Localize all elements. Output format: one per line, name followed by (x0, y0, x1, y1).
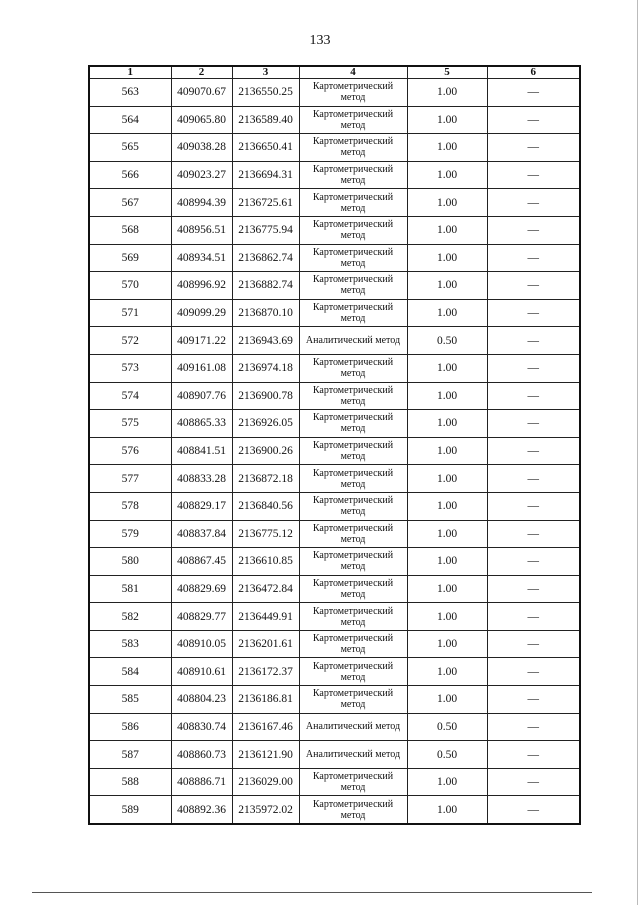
note-cell: — (487, 216, 580, 244)
method-cell: Аналитический метод (299, 741, 407, 769)
note-cell: — (487, 686, 580, 714)
table-row (89, 658, 580, 686)
point-number-cell: 570 (89, 272, 171, 300)
method-cell: Картометрический метод (299, 658, 407, 686)
table-row (89, 437, 580, 465)
method-cell: Картометрический метод (299, 492, 407, 520)
point-number-cell: 583 (89, 630, 171, 658)
note-cell: — (487, 768, 580, 796)
table-row (89, 410, 580, 438)
accuracy-cell: 1.00 (407, 465, 487, 493)
point-number-cell: 572 (89, 327, 171, 355)
accuracy-cell: 1.00 (407, 492, 487, 520)
y-coordinate-cell: 2136900.26 (232, 437, 299, 465)
accuracy-cell: 1.00 (407, 189, 487, 217)
column-header: 2 (171, 66, 232, 79)
note-cell: — (487, 713, 580, 741)
x-coordinate-cell: 408829.69 (171, 575, 232, 603)
note-cell: — (487, 354, 580, 382)
x-coordinate-cell: 408892.36 (171, 796, 232, 824)
method-cell: Картометрический метод (299, 603, 407, 631)
column-header: 4 (299, 66, 407, 79)
accuracy-cell: 1.00 (407, 244, 487, 272)
accuracy-cell: 1.00 (407, 299, 487, 327)
y-coordinate-cell: 2136870.10 (232, 299, 299, 327)
y-coordinate-cell: 2136589.40 (232, 106, 299, 134)
y-coordinate-cell: 2136550.25 (232, 79, 299, 107)
point-number-cell: 585 (89, 686, 171, 714)
note-cell: — (487, 106, 580, 134)
method-cell: Картометрический метод (299, 630, 407, 658)
point-number-cell: 567 (89, 189, 171, 217)
y-coordinate-cell: 2136862.74 (232, 244, 299, 272)
accuracy-cell: 1.00 (407, 382, 487, 410)
accuracy-cell: 1.00 (407, 658, 487, 686)
y-coordinate-cell: 2136775.94 (232, 216, 299, 244)
y-coordinate-cell: 2136610.85 (232, 548, 299, 576)
point-number-cell: 566 (89, 161, 171, 189)
method-cell: Картометрический метод (299, 548, 407, 576)
column-header: 5 (407, 66, 487, 79)
note-cell: — (487, 134, 580, 162)
table-row (89, 465, 580, 493)
x-coordinate-cell: 409023.27 (171, 161, 232, 189)
method-cell: Картометрический метод (299, 686, 407, 714)
x-coordinate-cell: 409065.80 (171, 106, 232, 134)
accuracy-cell: 1.00 (407, 796, 487, 824)
point-number-cell: 581 (89, 575, 171, 603)
y-coordinate-cell: 2136974.18 (232, 354, 299, 382)
accuracy-cell: 1.00 (407, 272, 487, 300)
accuracy-cell: 0.50 (407, 327, 487, 355)
x-coordinate-cell: 408886.71 (171, 768, 232, 796)
method-cell: Картометрический метод (299, 134, 407, 162)
accuracy-cell: 1.00 (407, 134, 487, 162)
note-cell: — (487, 437, 580, 465)
table-row (89, 272, 580, 300)
method-cell: Картометрический метод (299, 520, 407, 548)
note-cell: — (487, 492, 580, 520)
point-number-cell: 589 (89, 796, 171, 824)
point-number-cell: 569 (89, 244, 171, 272)
table-row (89, 244, 580, 272)
method-cell: Картометрический метод (299, 216, 407, 244)
point-number-cell: 582 (89, 603, 171, 631)
method-cell: Картометрический метод (299, 354, 407, 382)
point-number-cell: 577 (89, 465, 171, 493)
note-cell: — (487, 161, 580, 189)
method-cell: Картометрический метод (299, 189, 407, 217)
accuracy-cell: 1.00 (407, 79, 487, 107)
note-cell: — (487, 603, 580, 631)
table-row (89, 603, 580, 631)
note-cell: — (487, 741, 580, 769)
x-coordinate-cell: 408829.77 (171, 603, 232, 631)
x-coordinate-cell: 408830.74 (171, 713, 232, 741)
method-cell: Аналитический метод (299, 713, 407, 741)
method-cell: Картометрический метод (299, 299, 407, 327)
method-cell: Картометрический метод (299, 768, 407, 796)
x-coordinate-cell: 409099.29 (171, 299, 232, 327)
x-coordinate-cell: 409171.22 (171, 327, 232, 355)
note-cell: — (487, 520, 580, 548)
y-coordinate-cell: 2136943.69 (232, 327, 299, 355)
point-number-cell: 576 (89, 437, 171, 465)
column-header: 1 (89, 66, 171, 79)
column-header: 6 (487, 66, 580, 79)
x-coordinate-cell: 409038.28 (171, 134, 232, 162)
table-row (89, 382, 580, 410)
y-coordinate-cell: 2135972.02 (232, 796, 299, 824)
note-cell: — (487, 465, 580, 493)
note-cell: — (487, 327, 580, 355)
accuracy-cell: 1.00 (407, 520, 487, 548)
x-coordinate-cell: 408837.84 (171, 520, 232, 548)
table-row (89, 299, 580, 327)
coordinates-table (88, 65, 581, 825)
y-coordinate-cell: 2136775.12 (232, 520, 299, 548)
accuracy-cell: 0.50 (407, 741, 487, 769)
point-number-cell: 588 (89, 768, 171, 796)
accuracy-cell: 1.00 (407, 630, 487, 658)
method-cell: Картометрический метод (299, 437, 407, 465)
page-number: 133 (309, 33, 331, 48)
x-coordinate-cell: 408829.17 (171, 492, 232, 520)
method-cell: Картометрический метод (299, 106, 407, 134)
method-cell: Картометрический метод (299, 272, 407, 300)
y-coordinate-cell: 2136201.61 (232, 630, 299, 658)
point-number-cell: 564 (89, 106, 171, 134)
method-cell: Картометрический метод (299, 796, 407, 824)
point-number-cell: 586 (89, 713, 171, 741)
y-coordinate-cell: 2136172.37 (232, 658, 299, 686)
x-coordinate-cell: 408996.92 (171, 272, 232, 300)
y-coordinate-cell: 2136121.90 (232, 741, 299, 769)
table-row (89, 354, 580, 382)
table-row (89, 768, 580, 796)
table-row (89, 106, 580, 134)
accuracy-cell: 1.00 (407, 575, 487, 603)
y-coordinate-cell: 2136926.05 (232, 410, 299, 438)
method-cell: Картометрический метод (299, 382, 407, 410)
table-row (89, 713, 580, 741)
x-coordinate-cell: 409161.08 (171, 354, 232, 382)
x-coordinate-cell: 408833.28 (171, 465, 232, 493)
note-cell: — (487, 244, 580, 272)
table-row (89, 796, 580, 824)
x-coordinate-cell: 408994.39 (171, 189, 232, 217)
x-coordinate-cell: 408867.45 (171, 548, 232, 576)
page-bottom-rule (32, 892, 592, 893)
x-coordinate-cell: 408910.05 (171, 630, 232, 658)
point-number-cell: 574 (89, 382, 171, 410)
y-coordinate-cell: 2136872.18 (232, 465, 299, 493)
x-coordinate-cell: 408910.61 (171, 658, 232, 686)
table-row (89, 134, 580, 162)
accuracy-cell: 1.00 (407, 216, 487, 244)
x-coordinate-cell: 408934.51 (171, 244, 232, 272)
y-coordinate-cell: 2136882.74 (232, 272, 299, 300)
accuracy-cell: 1.00 (407, 548, 487, 576)
point-number-cell: 580 (89, 548, 171, 576)
note-cell: — (487, 410, 580, 438)
point-number-cell: 584 (89, 658, 171, 686)
note-cell: — (487, 189, 580, 217)
table-row (89, 686, 580, 714)
point-number-cell: 578 (89, 492, 171, 520)
y-coordinate-cell: 2136167.46 (232, 713, 299, 741)
column-header: 3 (232, 66, 299, 79)
note-cell: — (487, 299, 580, 327)
table-row (89, 520, 580, 548)
table-row (89, 630, 580, 658)
method-cell: Картометрический метод (299, 161, 407, 189)
method-cell: Картометрический метод (299, 575, 407, 603)
table-row (89, 189, 580, 217)
x-coordinate-cell: 408841.51 (171, 437, 232, 465)
method-cell: Картометрический метод (299, 465, 407, 493)
note-cell: — (487, 382, 580, 410)
table-row (89, 79, 580, 107)
accuracy-cell: 1.00 (407, 106, 487, 134)
note-cell: — (487, 658, 580, 686)
accuracy-cell: 1.00 (407, 354, 487, 382)
method-cell: Картометрический метод (299, 79, 407, 107)
y-coordinate-cell: 2136900.78 (232, 382, 299, 410)
accuracy-cell: 1.00 (407, 161, 487, 189)
y-coordinate-cell: 2136029.00 (232, 768, 299, 796)
note-cell: — (487, 575, 580, 603)
table-row (89, 741, 580, 769)
point-number-cell: 573 (89, 354, 171, 382)
point-number-cell: 575 (89, 410, 171, 438)
note-cell: — (487, 796, 580, 824)
note-cell: — (487, 630, 580, 658)
point-number-cell: 565 (89, 134, 171, 162)
accuracy-cell: 1.00 (407, 603, 487, 631)
x-coordinate-cell: 408865.33 (171, 410, 232, 438)
table-row (89, 492, 580, 520)
method-cell: Картометрический метод (299, 244, 407, 272)
accuracy-cell: 1.00 (407, 768, 487, 796)
table-row (89, 327, 580, 355)
y-coordinate-cell: 2136650.41 (232, 134, 299, 162)
method-cell: Картометрический метод (299, 410, 407, 438)
table-row (89, 548, 580, 576)
x-coordinate-cell: 409070.67 (171, 79, 232, 107)
table-row (89, 575, 580, 603)
accuracy-cell: 1.00 (407, 410, 487, 438)
accuracy-cell: 0.50 (407, 713, 487, 741)
point-number-cell: 563 (89, 79, 171, 107)
x-coordinate-cell: 408907.76 (171, 382, 232, 410)
y-coordinate-cell: 2136694.31 (232, 161, 299, 189)
table-header-row (89, 66, 580, 79)
y-coordinate-cell: 2136472.84 (232, 575, 299, 603)
y-coordinate-cell: 2136725.61 (232, 189, 299, 217)
page-edge (637, 0, 638, 905)
table-row (89, 161, 580, 189)
point-number-cell: 579 (89, 520, 171, 548)
method-cell: Аналитический метод (299, 327, 407, 355)
point-number-cell: 568 (89, 216, 171, 244)
y-coordinate-cell: 2136449.91 (232, 603, 299, 631)
x-coordinate-cell: 408956.51 (171, 216, 232, 244)
note-cell: — (487, 79, 580, 107)
note-cell: — (487, 272, 580, 300)
accuracy-cell: 1.00 (407, 437, 487, 465)
point-number-cell: 571 (89, 299, 171, 327)
x-coordinate-cell: 408804.23 (171, 686, 232, 714)
note-cell: — (487, 548, 580, 576)
accuracy-cell: 1.00 (407, 686, 487, 714)
point-number-cell: 587 (89, 741, 171, 769)
table-row (89, 216, 580, 244)
y-coordinate-cell: 2136186.81 (232, 686, 299, 714)
x-coordinate-cell: 408860.73 (171, 741, 232, 769)
y-coordinate-cell: 2136840.56 (232, 492, 299, 520)
